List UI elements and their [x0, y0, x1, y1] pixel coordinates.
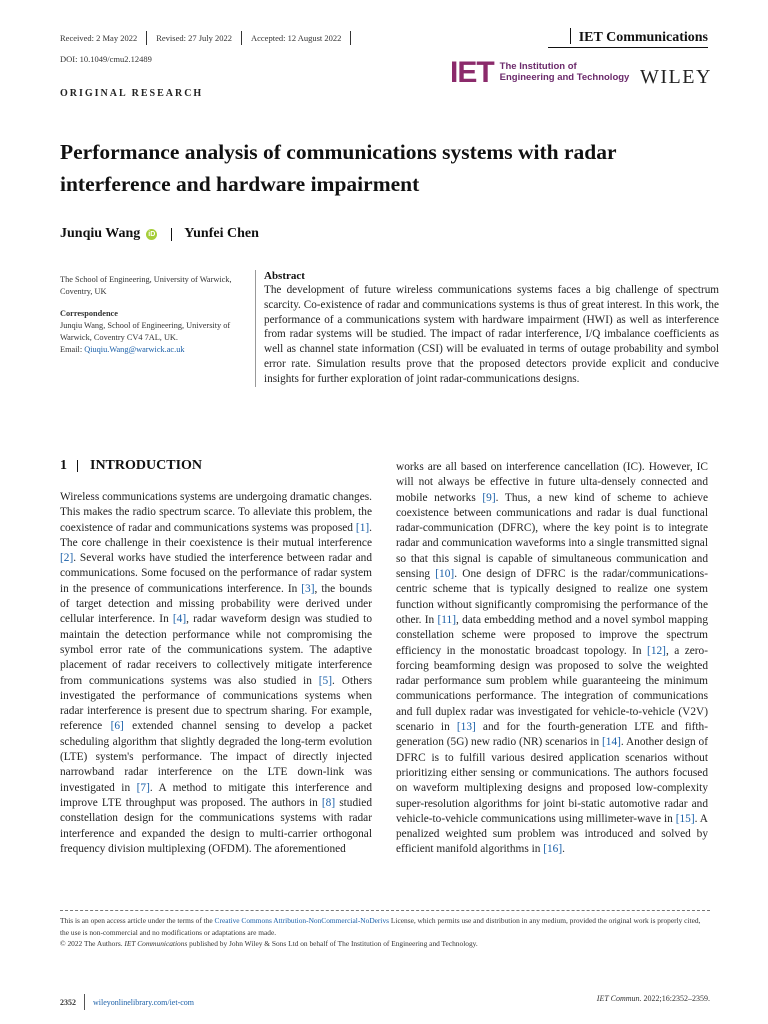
iet-logo-line-1: The Institution of: [499, 61, 577, 73]
citation-link[interactable]: [6]: [110, 720, 124, 733]
citation-link[interactable]: [15]: [675, 812, 695, 825]
wiley-logo: WILEY: [640, 66, 712, 88]
citation-link[interactable]: [5]: [318, 674, 333, 687]
correspondence-address: Junqiu Wang, School of Engineering, University of Warwick, Coventry CV4 7AL, UK.: [60, 321, 231, 342]
body-text: . Several works have studied the interference between radar and communications. Some focused on the performance of radar system in the presence of communications interference. In: [60, 552, 372, 595]
journal-name-text: IET Communications: [578, 30, 708, 45]
body-text: . Thus, a new kind of scheme to achieve coexistence between communications and radar is dual functional radar-communication (DFRC), where the key point is to integrate radar and communication waveforms into a single transmitted signal so that this signal is capable of simultaneous communication and sensing: [396, 491, 708, 581]
citation-link[interactable]: [14]: [602, 736, 621, 749]
correspondence-heading: Correspondence: [60, 309, 118, 318]
body-text: . A penalized weighted sum problem was introduced and solved by efficient manifold algorithms in: [396, 812, 708, 856]
citation-link[interactable]: [3]: [301, 582, 315, 595]
citation-link[interactable]: [12]: [647, 644, 666, 657]
citation-journal: IET Commun.: [596, 994, 642, 1003]
citation-link[interactable]: [7]: [136, 781, 150, 794]
orcid-icon[interactable]: iD: [148, 230, 156, 238]
body-text: and for the fourth-generation LTE and fifth-generation (5G) new radio (NR) scenarios in: [396, 721, 708, 749]
date-row: [60, 31, 360, 45]
section-number: 1: [60, 458, 67, 473]
body-text: . The core challenge in their coexistence is their mutual interference: [60, 521, 372, 549]
body-column-right: [396, 460, 708, 858]
license-link[interactable]: Creative Commons Attribution-NonCommercial-NoDerivs: [214, 916, 390, 925]
iet-logo: [450, 58, 629, 88]
body-text: . Others investigated the performance of communications systems when radar interference is present due to spectrum sharing. For example, reference: [60, 674, 372, 733]
affiliation-block: [60, 274, 250, 356]
license-text: License, which permits use and distribution in any medium, provided the original work is properly cited, the use is non-commercial and no modifications or adaptations are made.: [60, 916, 701, 937]
body-text: , data embedding method and a novel symbol mapping constellation scheme were proposed to improve the spectrum efficiency in the monostatic broadcast topology. In: [396, 613, 708, 657]
email-label: Email:: [60, 345, 85, 354]
iet-logo-mark: IET: [450, 56, 494, 89]
divider: [77, 460, 78, 472]
journal-name: [570, 28, 708, 46]
abstract: [255, 270, 719, 387]
copyright-journal: IET Communications: [124, 939, 188, 948]
citation-link[interactable]: [4]: [172, 613, 187, 626]
email-link[interactable]: Qiuqiu.Wang@warwick.ac.uk: [84, 345, 185, 354]
citation-link[interactable]: [8]: [321, 796, 336, 809]
divider: [84, 994, 85, 1010]
divider: [350, 31, 351, 45]
body-text: studied constellation design for the communications systems with radar interference and expanded the design to multi-carrier orthogonal frequency division multiplexing (OFDM). The aforementioned: [60, 796, 372, 855]
body-text: .: [562, 843, 565, 856]
citation-link[interactable]: [1]: [355, 521, 370, 534]
abstract-heading: Abstract: [264, 270, 305, 282]
body-text: Wireless communications systems are undergoing dramatic changes. This makes the radio spectrum scarce. To alleviate this problem, the coexistence of radar and communications systems was proposed: [60, 491, 372, 534]
citation-link[interactable]: [2]: [60, 552, 74, 565]
body-text: works are all based on interference cancellation (IC). However, IC will not always be effective in future ulta-densely connected and mobile networks: [396, 461, 708, 504]
abstract-text: The development of future wireless communications systems faces a big challenge of spectrum scarcity. Co-existence of radar and communications systems is thus of great interest. In this work, the performance of a communications system with hardware impairment (HWI) as well as interference from radar systems will be studied. The impact of radar interference, I/Q imbalance coefficients as well as channel state information (CSI) will be evaluated in terms of outage probability and symbol error rate. Simulation results prove that the proposed detectors provide explicit and conducive insights for further exploration of joint radar-communications designs.: [264, 284, 719, 385]
revised-date: Revised: 27 July 2022: [156, 33, 232, 43]
affiliation: The School of Engineering, University of Warwick, Coventry, UK: [60, 275, 232, 296]
divider: [171, 228, 172, 241]
citation-link[interactable]: [10]: [435, 568, 455, 581]
divider: [146, 31, 147, 45]
section-heading: [60, 458, 202, 474]
body-text: . One design of DFRC is the radar/communications-centric scheme that is typically designed to realize one system function without significantly compromising the performance of the other. In: [396, 568, 708, 626]
body-column-left: [60, 490, 372, 857]
author-list: [60, 226, 259, 242]
article-type: ORIGINAL RESEARCH: [60, 88, 204, 99]
body-text: , radar waveform design was studied to maintain the detection performance while not compromising the symbol error rate of the communications system. The adaptive placement of radar receivers to collectively mitigate interference from communications systems was also studied in: [60, 613, 372, 687]
copyright-text: published by John Wiley & Sons Ltd on behalf of The Institution of Engineering and Technology.: [187, 939, 478, 948]
copyright-text: © 2022 The Authors.: [60, 939, 125, 948]
email-line: [60, 344, 250, 356]
body-text: , a zero-forcing beamforming design was proposed to solve the weighted radar performance sum problem while guaranteeing the minimum communications performance. The integration of communications and full duplex radar was investigated for vehicle-to-vehicle (V2V) scenario in: [396, 644, 709, 734]
author-name[interactable]: Yunfei Chen: [184, 226, 259, 241]
body-text: . A method to mitigate this interference and improve LTE throughput was proposed. The authors in: [60, 781, 372, 809]
received-date: Received: 2 May 2022: [60, 33, 138, 43]
page-number: 2352: [60, 997, 76, 1007]
divider: [570, 28, 571, 44]
page-footer-left: [60, 994, 194, 1010]
accepted-date: Accepted: 12 August 2022: [251, 33, 342, 43]
citation-link[interactable]: [13]: [456, 721, 476, 734]
license-text: This is an open access article under the terms of the: [60, 916, 215, 925]
footnote-rule: [60, 910, 710, 911]
doi: DOI: 10.1049/cmu2.12489: [60, 54, 152, 64]
iet-logo-line-2: Engineering and Technology: [499, 72, 630, 83]
citation-link[interactable]: [9]: [482, 491, 496, 504]
body-text: extended channel sensing to develop a packet scheduling algorithm that slightly degraded the long-term evolution (LTE) system's performance. The impact of directly injected narrowband radar interference on the LTE down-link was investigated in: [60, 720, 373, 794]
divider: [241, 31, 242, 45]
body-text: . Another design of DFRC is to fulfill various desired application scenarios without prioritizing either sensing or communications. The authors focused on waveform multiplexing designs and proposed low-complexity super-resolution algorithms for joint bi-static automotive radar and vehicle-to-vehicle communications using millimeter-wave in: [396, 736, 708, 825]
iet-logo-text: [500, 62, 630, 84]
paper-title: Performance analysis of communications systems with radar interference and hardware impairment: [60, 140, 617, 196]
citation-line: [597, 994, 710, 1003]
citation-details: 2022;16:2352–2359.: [641, 994, 710, 1003]
section-title: INTRODUCTION: [90, 458, 203, 473]
body-text: , the bounds of target detection and missing probability were derived under cellular interference. In: [60, 582, 372, 626]
citation-link[interactable]: [11]: [437, 613, 456, 626]
author-name[interactable]: Junqiu Wang: [60, 226, 141, 241]
citation-link[interactable]: [16]: [543, 843, 563, 856]
journal-url[interactable]: wileyonlinelibrary.com/iet-com: [93, 997, 195, 1007]
header-rule: [548, 47, 708, 48]
license-notice: [60, 915, 710, 950]
